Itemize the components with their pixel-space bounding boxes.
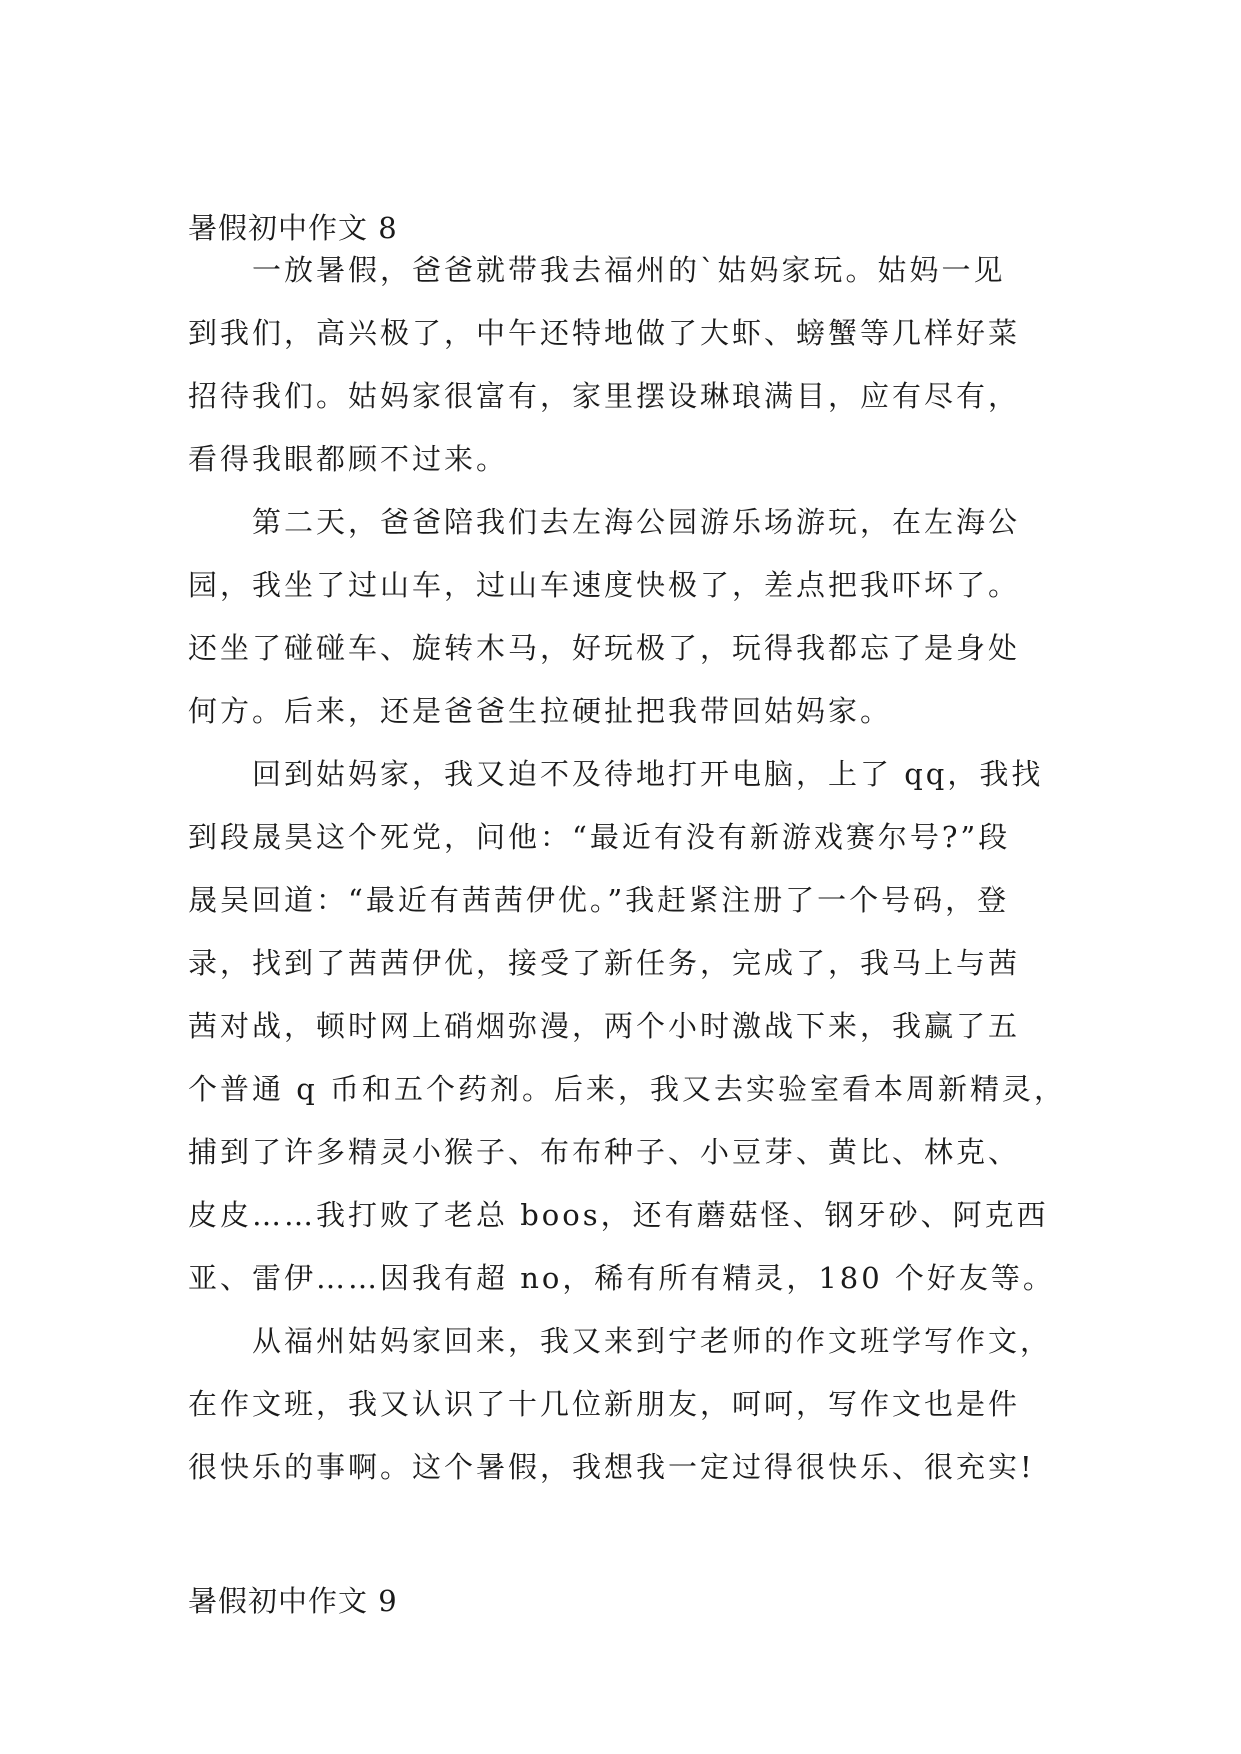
paragraph-line: 到我们，高兴极了，中午还特地做了大虾、螃蟹等几样好菜 bbox=[188, 316, 1021, 350]
paragraph-line: 晟吴回道：“最近有茜茜伊优。”我赶紧注册了一个号码，登 bbox=[188, 883, 1010, 917]
paragraph-line: 茜对战，顿时网上硝烟弥漫，两个小时激战下来，我赢了五 bbox=[188, 1009, 1021, 1043]
paragraph-line: 第二天，爸爸陪我们去左海公园游乐场游玩，在左海公 bbox=[252, 505, 1021, 539]
paragraph-2 bbox=[188, 491, 1058, 743]
paragraph-3 bbox=[188, 743, 1067, 1310]
paragraph-line: 捕到了许多精灵小猴子、布布种子、小豆芽、黄比、林克、 bbox=[188, 1135, 1021, 1169]
essay-title-9: 暑假初中作文 9 bbox=[188, 1584, 398, 1618]
paragraph-1 bbox=[188, 239, 1058, 491]
paragraph-line: 还坐了碰碰车、旋转木马，好玩极了，玩得我都忘了是身处 bbox=[188, 631, 1021, 665]
paragraph-line: 皮皮……我打败了老总 boos，还有蘑菇怪、钢牙砂、阿克西 bbox=[188, 1198, 1049, 1232]
essay-title-8: 暑假初中作文 8 bbox=[188, 211, 398, 245]
paragraph-line: 招待我们。姑妈家很富有，家里摆设琳琅满目，应有尽有， bbox=[188, 379, 1021, 413]
paragraph-line: 回到姑妈家，我又迫不及待地打开电脑，上了 qq，我找 bbox=[252, 757, 1044, 791]
paragraph-line: 园，我坐了过山车，过山车速度快极了，差点把我吓坏了。 bbox=[188, 568, 1021, 602]
paragraph-line: 个普通 q 币和五个药剂。后来，我又去实验室看本周新精灵， bbox=[188, 1072, 1067, 1106]
paragraph-4 bbox=[188, 1310, 1058, 1499]
paragraph-line: 很快乐的事啊。这个暑假，我想我一定过得很快乐、很充实! bbox=[188, 1450, 1035, 1484]
paragraph-line: 看得我眼都顾不过来。 bbox=[188, 442, 509, 476]
paragraph-line: 到段晟昊这个死党，问他：“最近有没有新游戏赛尔号?”段 bbox=[188, 820, 1011, 854]
paragraph-line: 在作文班，我又认识了十几位新朋友，呵呵，写作文也是件 bbox=[188, 1387, 1021, 1421]
paragraph-line: 何方。后来，还是爸爸生拉硬扯把我带回姑妈家。 bbox=[188, 694, 893, 728]
paragraph-line: 亚、雷伊……因我有超 no，稀有所有精灵，180 个好友等。 bbox=[188, 1261, 1055, 1295]
paragraph-line: 一放暑假，爸爸就带我去福州的`姑妈家玩。姑妈一见 bbox=[252, 253, 1006, 287]
paragraph-line: 从福州姑妈家回来，我又来到宁老师的作文班学写作文， bbox=[252, 1324, 1053, 1358]
paragraph-line: 录，找到了茜茜伊优，接受了新任务，完成了，我马上与茜 bbox=[188, 946, 1021, 980]
